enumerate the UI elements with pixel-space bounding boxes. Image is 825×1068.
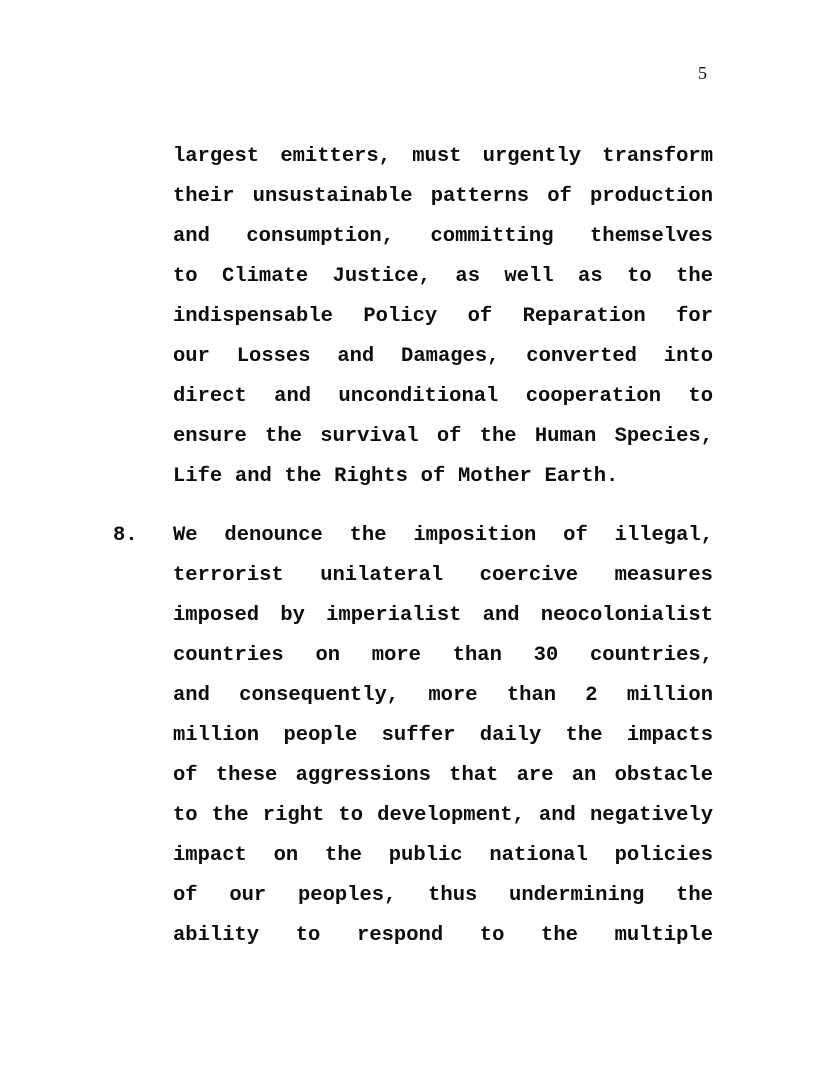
text-line: largest emitters, must urgently transform: [173, 145, 713, 168]
text-line: We denounce the imposition of illegal,: [173, 524, 713, 547]
text-line: and consumption, committing themselves: [173, 225, 713, 248]
paragraph-7-continuation: [173, 137, 713, 497]
page-content: [113, 137, 713, 956]
text-line: imposed by imperialist and neocolonialist: [173, 604, 713, 627]
text-line: Life and the Rights of Mother Earth.: [173, 465, 619, 488]
paragraph-8: [113, 516, 713, 956]
text-line: our Losses and Damages, converted into: [173, 345, 713, 368]
text-line: ability to respond to the multiple: [173, 924, 713, 947]
text-line: of these aggressions that are an obstacle: [173, 764, 713, 787]
text-line: direct and unconditional cooperation to: [173, 385, 713, 408]
text-line: million people suffer daily the impacts: [173, 724, 713, 747]
text-line: indispensable Policy of Reparation for: [173, 305, 713, 328]
text-line: and consequently, more than 2 million: [173, 684, 713, 707]
text-line: of our peoples, thus undermining the: [173, 884, 713, 907]
text-line: countries on more than 30 countries,: [173, 644, 713, 667]
list-number: 8.: [113, 524, 138, 547]
text-line: their unsustainable patterns of production: [173, 185, 713, 208]
text-line: impact on the public national policies: [173, 844, 713, 867]
text-line: ensure the survival of the Human Species,: [173, 425, 713, 448]
text-line: terrorist unilateral coercive measures: [173, 564, 713, 587]
text-line: to Climate Justice, as well as to the: [173, 265, 713, 288]
text-line: to the right to development, and negatively: [173, 804, 713, 827]
page-number: 5: [698, 63, 707, 83]
